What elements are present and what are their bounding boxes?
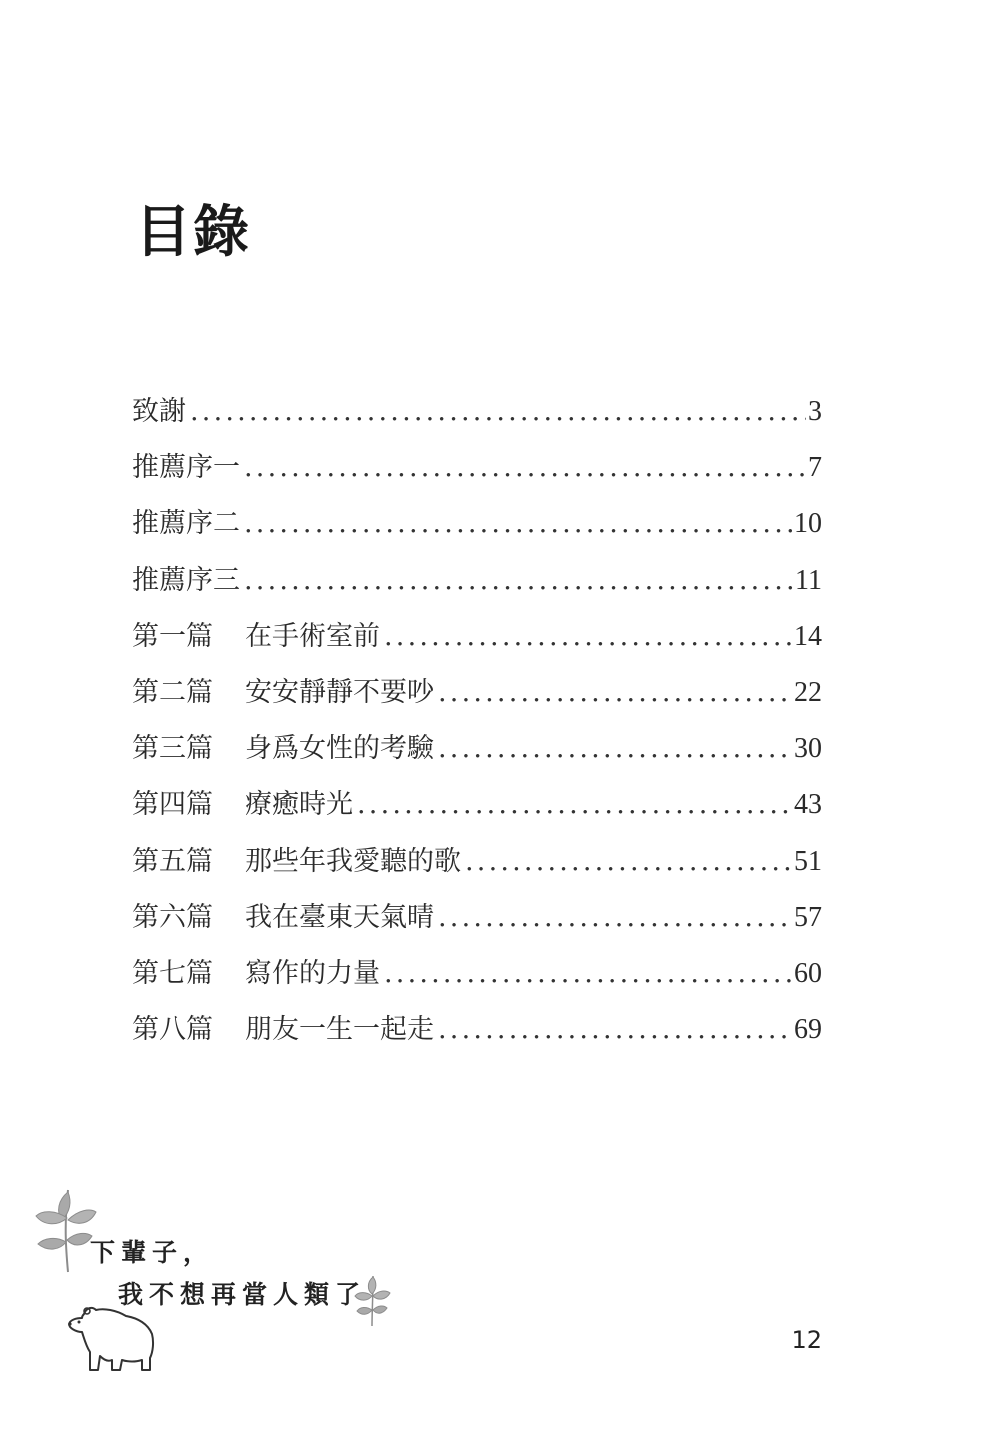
toc-entry-label: 安安靜靜不要吵: [245, 676, 434, 708]
toc-entry[interactable]: [132, 834, 822, 890]
toc-entry-label: 療癒時光: [245, 789, 353, 821]
toc-entry-page: 3: [808, 396, 822, 427]
dot-leader: [244, 440, 806, 496]
toc-entry[interactable]: [132, 721, 822, 777]
toc-entry-chapter: 第五篇: [132, 845, 213, 877]
dot-leader: [244, 496, 792, 552]
toc-entry-page: 7: [808, 452, 822, 484]
table-of-contents: [132, 384, 822, 1058]
toc-entry-page: 10: [794, 508, 822, 540]
toc-entry-page: 69: [794, 1014, 822, 1046]
toc-entry[interactable]: [132, 890, 822, 946]
toc-entry-chapter: 第一篇: [132, 620, 213, 652]
dot-leader: [438, 721, 792, 777]
page-number: 12: [791, 1326, 822, 1354]
page-title: 目錄: [135, 199, 251, 265]
toc-entry-label: 寫作的力量: [245, 957, 380, 989]
toc-entry[interactable]: [132, 609, 822, 665]
toc-entry[interactable]: [132, 440, 822, 496]
toc-entry-label: 我在臺東天氣晴: [245, 901, 434, 933]
toc-entry-chapter: 第六篇: [132, 901, 213, 933]
toc-entry-label: 身爲女性的考驗: [245, 733, 434, 765]
toc-entry-page: 43: [794, 789, 822, 821]
toc-entry-label: 朋友一生一起走: [245, 1014, 434, 1046]
dot-leader: [438, 665, 792, 721]
toc-entry-label: 在手術室前: [245, 620, 380, 652]
toc-entry[interactable]: [132, 496, 822, 552]
toc-entry-page: 30: [794, 733, 822, 765]
toc-entry-page: 51: [794, 845, 822, 877]
toc-entry[interactable]: [132, 553, 822, 609]
toc-entry-chapter: 第七篇: [132, 957, 213, 989]
toc-entry-page: 14: [794, 620, 822, 652]
dot-leader: [465, 834, 792, 890]
toc-entry-label: 那些年我愛聽的歌: [245, 845, 461, 877]
toc-entry[interactable]: [132, 1002, 822, 1058]
toc-entry-label: 推薦序一: [132, 452, 240, 484]
toc-entry-label: 致謝: [132, 396, 186, 427]
toc-entry-chapter: 第三篇: [132, 733, 213, 765]
dot-leader: [384, 946, 792, 1002]
toc-entry-page: 11: [795, 564, 822, 596]
book-title-line-1: 下輩子，: [90, 1238, 215, 1267]
dot-leader: [438, 1002, 792, 1058]
book-title: [90, 1232, 366, 1316]
toc-entry[interactable]: [132, 665, 822, 721]
toc-entry-label: 推薦序二: [132, 508, 240, 540]
toc-entry[interactable]: [132, 384, 822, 440]
toc-entry-page: 22: [794, 676, 822, 708]
toc-entry-chapter: 第八篇: [132, 1014, 213, 1046]
dot-leader: [384, 609, 792, 665]
toc-entry-page: 60: [794, 957, 822, 989]
toc-entry[interactable]: [132, 946, 822, 1002]
toc-entry-page: 57: [794, 901, 822, 933]
toc-entry-chapter: 第四篇: [132, 789, 213, 821]
toc-entry[interactable]: [132, 777, 822, 833]
dot-leader: [357, 777, 792, 833]
toc-entry-label: 推薦序三: [132, 564, 240, 596]
dot-leader: [190, 384, 806, 440]
toc-entry-chapter: 第二篇: [132, 676, 213, 708]
dot-leader: [244, 553, 793, 609]
book-title-line-2: 我不想再當人類了: [118, 1280, 367, 1309]
dot-leader: [438, 890, 792, 946]
